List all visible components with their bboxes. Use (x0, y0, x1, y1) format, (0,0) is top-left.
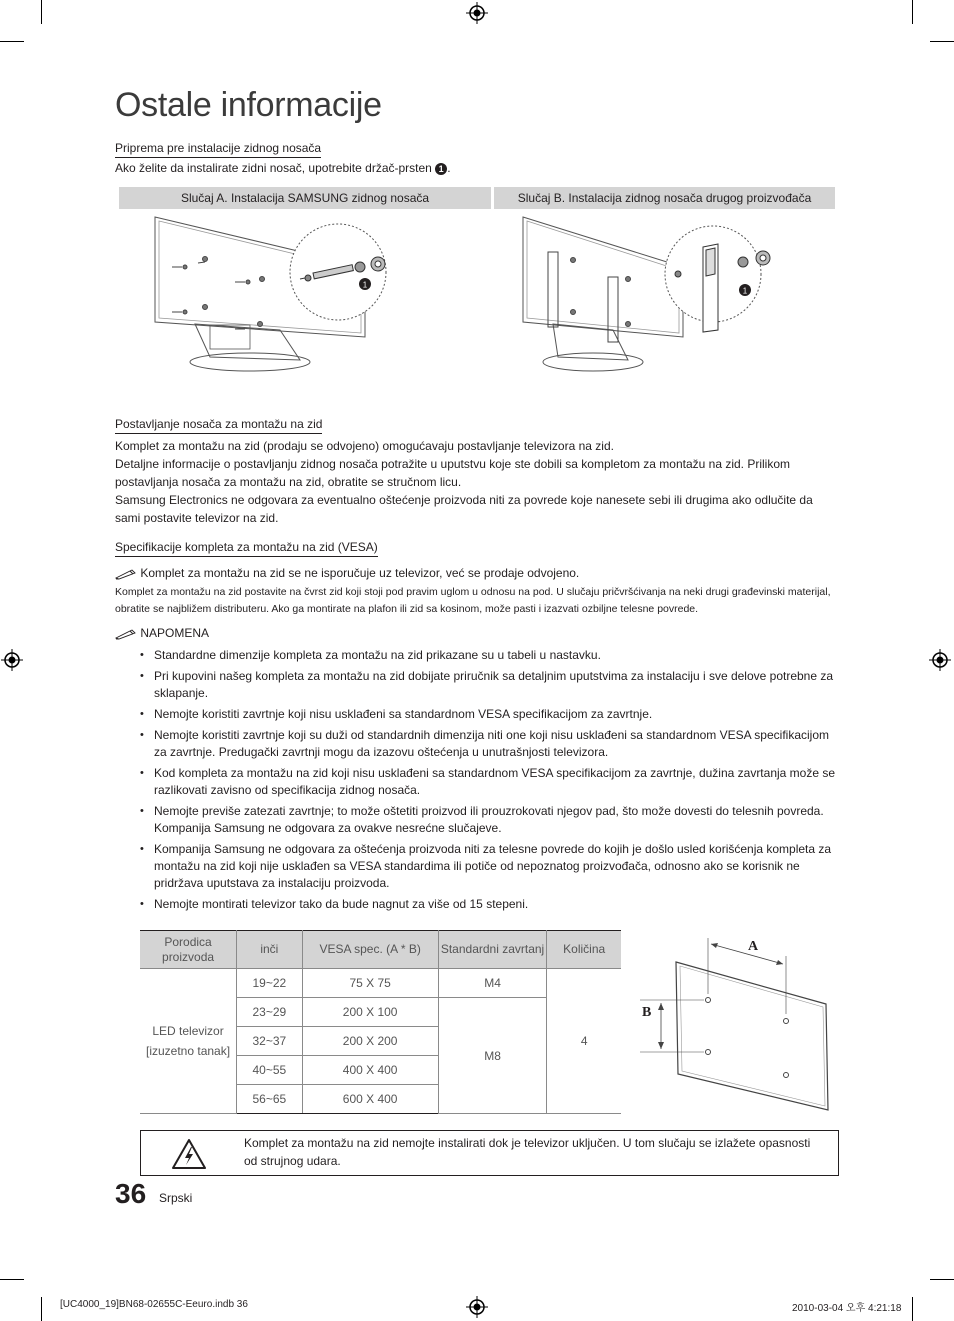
list-item: • Kod kompleta za montažu na zid koji nisu usklađeni sa standardnom VESA specifikacijom za zavrtnje, dužina zavrtanja može se razlikovati zavisno od specifikacija zidnog nosača. (115, 765, 841, 799)
cell-inch: 32~37 (237, 1027, 303, 1056)
cell-inch: 23~29 (237, 998, 303, 1027)
registration-mark-bottom (466, 1296, 488, 1318)
cell-inch: 40~55 (237, 1056, 303, 1085)
mount-paragraph-1: Komplet za montažu na zid (prodaju se odvojeno) omogućavaju postavljanje televizora na zid. (115, 439, 614, 453)
list-item: • Nemojte koristiti zavrtnje koji su duži od standardnih dimenzija niti one koji nisu usklađeni sa standardnom VESA specifikacijom za zavrtnje. Predugački zavrtnji mogu da izazovu oštećenja u unutrašnjosti televizora. (115, 727, 841, 761)
footer-date: 2010-03-04 오후 4:21:18 (792, 1303, 902, 1314)
cell-quantity: 4 (547, 969, 621, 1114)
list-item: • Nemojte previše zatezati zavrtnje; to može oštetiti proizvod ili prouzrokovati njegov pad, što može dovesti do telesnih povreda. Kompanija Samsung ne odgovara za ovakve nesrećne slučajeve. (115, 803, 841, 837)
callout-a: 1 (362, 280, 368, 290)
notes-list (115, 647, 841, 917)
pencil-note-icon (115, 568, 137, 580)
col-header-qty: Količina (547, 931, 621, 969)
cell-inch: 19~22 (237, 969, 303, 998)
vesa-note-1-text: Komplet za montažu na zid se ne isporučuje uz televizor, već se prodaje odvojeno. (140, 566, 580, 580)
mount-paragraphs (115, 437, 839, 527)
ring-holder-badge: 1 (435, 163, 447, 175)
cell-screw-m8: M8 (438, 998, 547, 1114)
footer-file-info: [UC4000_19]BN68-02655C-Eeuro.indb 36 (60, 1299, 248, 1310)
col-header-vesa: VESA spec. (A * B) (302, 931, 438, 969)
label-b: B (642, 1005, 652, 1020)
warning-box (140, 1130, 839, 1176)
pencil-note-icon (115, 628, 137, 640)
list-item: • Nemojte koristiti zavrtnje koji nisu usklađeni sa standardnom VESA specifikacijom za zavrtnje. (115, 706, 841, 723)
prep-text-before: Ako želite da instalirate zidni nosač, upotrebite držač-prsten (115, 161, 432, 175)
list-item: • Kompanija Samsung ne odgovara za oštećenja proizvoda niti za telesne povrede do kojih je došlo usled korišćenja kompleta za montažu na zid koji nije usklađen sa VESA standardima ili potiče od nepoznatog proizvođača, odnosno ako se korisnik ne pridržava uputstava za instalaciju proizvoda. (115, 841, 841, 892)
cell-inch: 56~65 (237, 1085, 303, 1114)
mount-paragraph-2: Detaljne informacije o postavljanju zidnog nosača potražite u uputstvu koje ste dobili sa kompletom za montažu na zid. Prilikom postavljanja nosača za montažu na zid, obratite se stručnom licu. (115, 457, 791, 489)
cell-spec: 600 X 400 (302, 1085, 438, 1114)
vesa-note-1 (115, 564, 579, 582)
vesa-fine-print: Komplet za montažu na zid postavite na čvrst zid koji stoji pod pravim uglom u odnosu na pod. U slučaju pričvršćivanja na neki drugi građevinski materijal, obratite se najbližem distributeru. Ako ga montirate na plafon ili zid sa kosinom, može pasti i izazvati ozbiljne telesne povrede. (115, 586, 831, 615)
label-a: A (748, 939, 759, 954)
mount-paragraph-3: Samsung Electronics ne odgovara za eventualno oštećenje proizvoda niti za povrede koje nanesete sebi ili drugima ako odlučite da sami postavite televizor na zid. (115, 493, 813, 525)
list-item: • Standardne dimenzije kompleta za montažu na zid prikazane su u tabeli u nastavku. (115, 647, 841, 664)
table-row (140, 969, 621, 998)
callout-b: 1 (742, 286, 748, 296)
cell-spec: 400 X 400 (302, 1056, 438, 1085)
list-item: • Nemojte montirati televizor tako da bude nagnut za više od 15 stepeni. (115, 896, 841, 913)
prep-text (115, 159, 451, 177)
vesa-dimension-diagram (636, 934, 836, 1114)
cell-spec: 200 X 100 (302, 998, 438, 1027)
case-a-header: Slučaj A. Instalacija SAMSUNG zidnog nosača (119, 187, 491, 209)
napomena-heading (115, 624, 209, 642)
vesa-table (140, 930, 621, 1114)
col-header-family: Porodica proizvoda (140, 931, 237, 969)
prep-text-after: . (447, 161, 451, 175)
cell-family: LED televizor [izuzetno tanak] (140, 969, 237, 1114)
registration-mark-top (466, 2, 488, 24)
page-number: 36 (115, 1178, 147, 1209)
registration-mark-right (929, 649, 951, 671)
list-item: • Pri kupovini našeg kompleta za montažu na zid dobijate priručnik sa detaljnim uputstvima za instalaciju i sve delove potrebne za sklapanje. (115, 668, 841, 702)
section-heading-vesa: Specifikacije kompleta za montažu na zid (VESA) (115, 540, 378, 557)
col-header-screw: Standardni zavrtanj (438, 931, 547, 969)
registration-mark-left (1, 649, 23, 671)
section-heading-prep: Priprema pre instalacije zidnog nosača (115, 141, 321, 158)
cell-spec: 75 X 75 (302, 969, 438, 998)
page-title: Ostale informacije (115, 86, 382, 124)
electric-shock-warning-icon (171, 1138, 207, 1170)
warning-text: Komplet za montažu na zid nemojte instalirati dok je televizor uključen. U tom slučaju se izlažete opasnosti od strujnog udara. (244, 1136, 811, 1168)
page-language: Srpski (159, 1191, 193, 1205)
napomena-label: NAPOMENA (140, 626, 210, 640)
case-b-illustration (518, 212, 788, 377)
case-b-header: Slučaj B. Instalacija zidnog nosača drugog proizvođača (494, 187, 835, 209)
table-header-row (140, 931, 621, 969)
section-heading-mount: Postavljanje nosača za montažu na zid (115, 417, 322, 434)
col-header-inch: inči (237, 931, 303, 969)
cell-screw-m4: M4 (438, 969, 547, 998)
case-a-illustration (150, 212, 410, 377)
cell-spec: 200 X 200 (302, 1027, 438, 1056)
